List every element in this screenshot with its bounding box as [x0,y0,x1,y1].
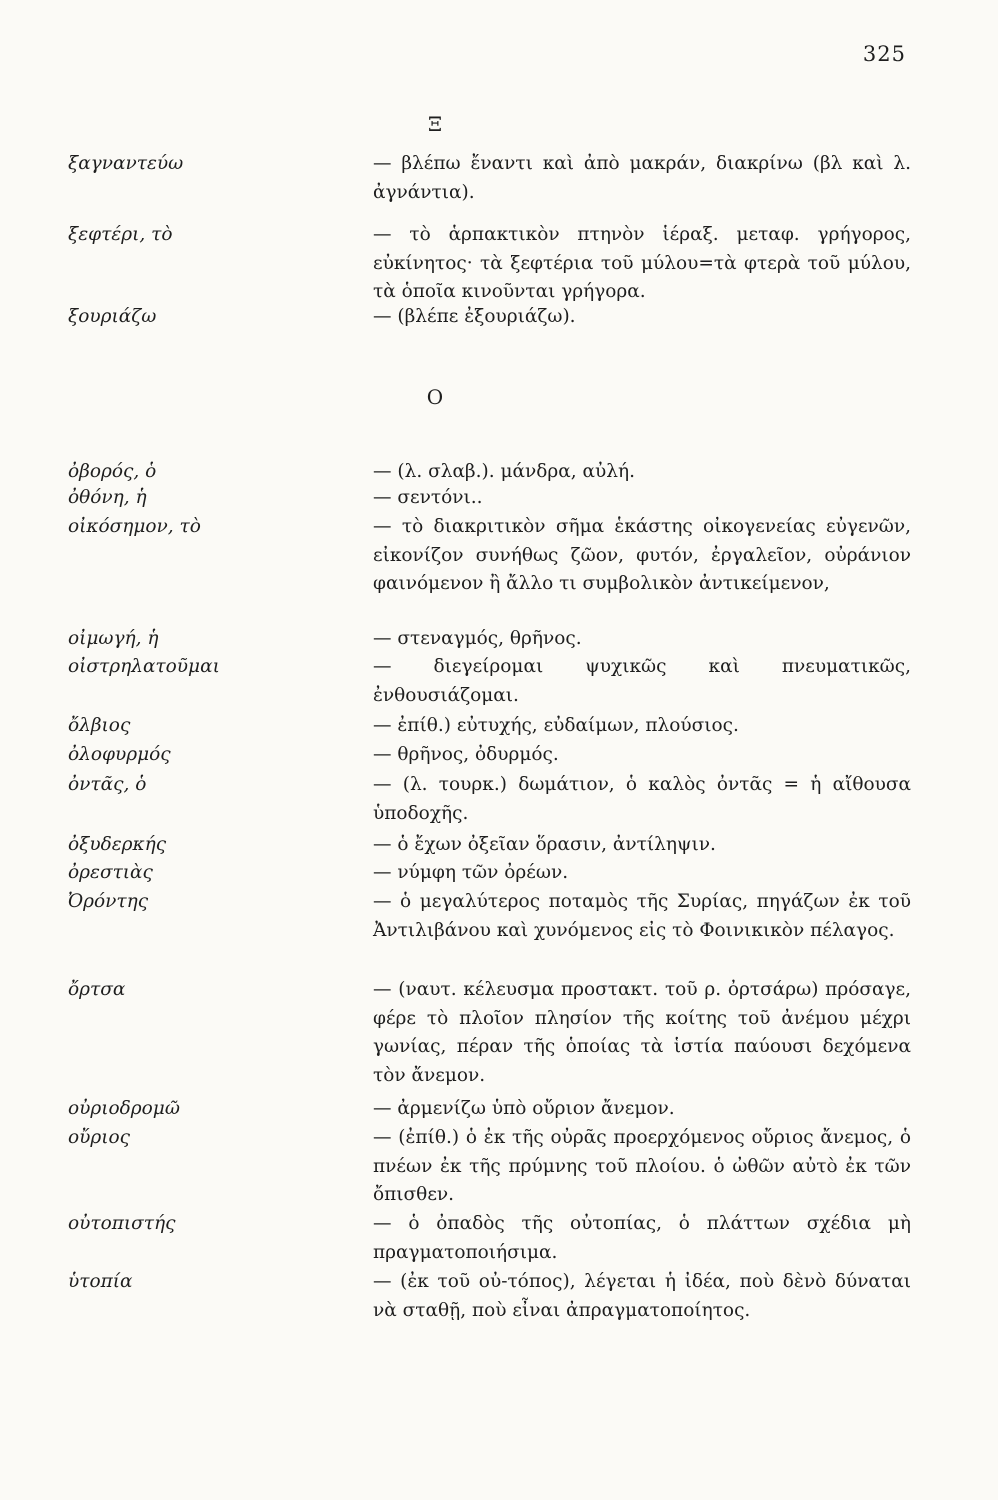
definition: — (βλέπε ἐξουριάζω). [373,306,576,327]
definition: — στεναγμός, θρῆνος. [373,628,582,649]
definition: — (ἐπίθ.) ὁ ἐκ τῆς οὐρᾶς προερχόμενος οὔριος ἄνεμος, ὁ πνέων ἐκ τῆς πρύμνης τοῦ πλοίου. ὁ ὠθῶν αὐτὸ ἐκ τῶν ὄπισθεν. [373,1127,911,1205]
definition: — (ἐκ τοῦ οὐ-τόπος), λέγεται ἡ ἰδέα, ποὺ δὲνὸ δύναται νὰ σταθῇ, ποὺ εἶναι ἀπραγματοποίητος. [373,1271,911,1321]
headword: ὄρτσα [68,979,126,1000]
definition: — βλέπω ἔναντι καὶ ἀπὸ μακράν, διακρίνω (βλ καὶ λ. ἀγνάντια). [373,153,911,203]
definition: — διεγείρομαι ψυχικῶς καὶ πνευματικῶς, ἐνθουσιάζομαι. [373,656,911,706]
definition: — (λ. τουρκ.) δωμάτιον, ὁ καλὸς ὀντᾶς = ἡ αἴθουσα ὑποδοχῆς. [373,774,911,824]
headword: οἰκόσημον, τὸ [68,516,201,537]
section-letter-omicron: Ο [426,385,444,409]
headword: ὀλοφυρμός [68,744,171,765]
headword: οἰστρηλατοῦμαι [68,656,220,677]
headword: οἰμωγή, ἡ [68,628,159,649]
headword: οὔριος [68,1127,131,1148]
section-letter-xi: Ξ [427,112,443,136]
definition: — ὁ μεγαλύτερος ποταμὸς τῆς Συρίας, πηγάζων ἐκ τοῦ Ἀντιλιβάνου καὶ χυνόμενος εἰς τὸ Φοινικικὸν πέλαγος. [373,891,911,941]
definition: — ἀρμενίζω ὑπὸ οὔριον ἄνεμον. [373,1098,675,1119]
definition: — ὁ ὀπαδὸς τῆς οὐτοπίας, ὁ πλάττων σχέδια μὴ πραγματοποιήσιμα. [373,1213,911,1263]
page-number: 325 [862,42,906,66]
definition: — τὸ ἁρπακτικὸν πτηνὸν ἱέραξ. μεταφ. γρήγορος, εὐκίνητος· τὰ ξεφτέρια τοῦ μύλου=τὰ φτερὰ τοῦ μύλου, τὰ ὁποῖα κινοῦνται γρήγορα. [373,224,911,302]
headword: ξεφτέρι, τὸ [68,224,173,245]
headword: ξαγναντεύω [68,153,184,174]
definition: — ἐπίθ.) εὐτυχής, εὐδαίμων, πλούσιος. [373,715,739,736]
headword: ὄλβιος [68,715,131,736]
definition: — (λ. σλαβ.). μάνδρα, αὐλή. [373,461,635,482]
definition: — ὁ ἔχων ὀξεῖαν ὅρασιν, ἀντίληψιν. [373,834,716,855]
headword: ξουριάζω [68,306,157,327]
definition: — σεντόνι.. [373,487,483,508]
headword: οὐτοπιστής [68,1213,176,1234]
headword: ὀξυδερκής [68,834,167,855]
definition: — τὸ διακριτικὸν σῆμα ἑκάστης οἰκογενείας εὐγενῶν, εἰκονίζον συνήθως ζῶον, φυτόν, ἐργαλεῖον, οὐράνιον φαινόμενον ἢ ἄλλο τι συμβολικὸν ἀντικείμενον, [373,516,911,594]
definition: — (ναυτ. κέλευσμα προστακτ. τοῦ ρ. ὀρτσάρω) πρόσαγε, φέρε τὸ πλοῖον πλησίον τῆς κοίτης τοῦ ἀνέμου μέχρι γωνίας, πέραν τῆς ὁποίας τὰ ἱστία παύουσι δεχόμενα τὸν ἄνεμον. [373,979,911,1086]
headword: οὐριοδρομῶ [68,1098,180,1119]
headword: Ὀρόντης [68,891,149,912]
headword: ὀντᾶς, ὁ [68,774,147,795]
headword: ὀβορός, ὁ [68,461,157,482]
headword: ὀρεστιὰς [68,862,153,883]
definition: — νύμφη τῶν ὀρέων. [373,862,569,883]
headword: ὑτοπία [68,1271,133,1292]
definition: — θρῆνος, ὀδυρμός. [373,744,559,765]
headword: ὀθόνη, ἡ [68,487,147,508]
